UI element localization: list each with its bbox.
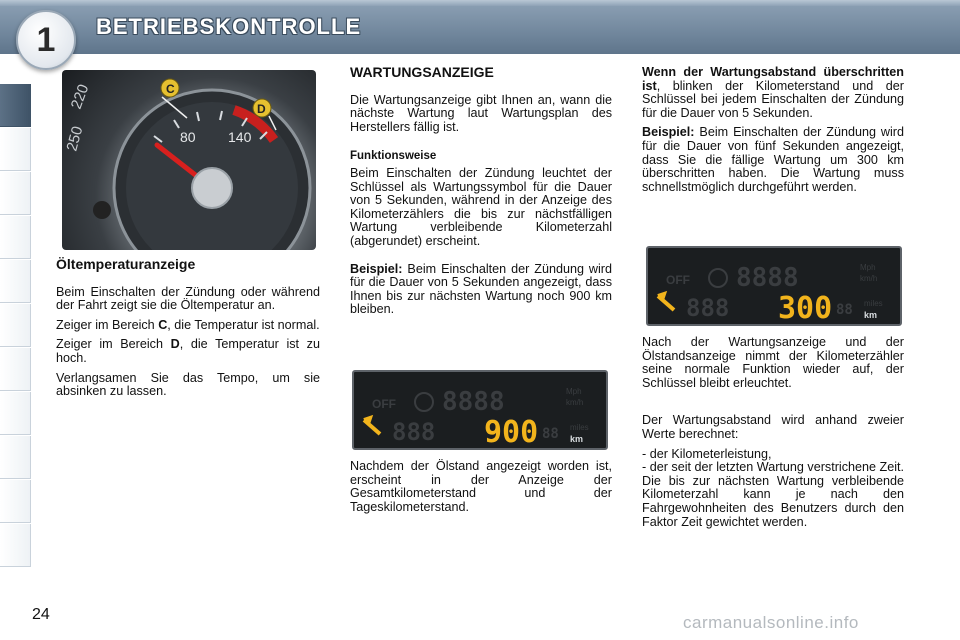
- zone-c-label: C: [166, 82, 175, 96]
- oil-temp-para-3: [56, 338, 320, 365]
- calc-item-2: - der seit der letzten Wartung verstrichene Zeit.: [642, 460, 905, 475]
- overrun-label: Wenn der Wartungsabstand überschritten ist: [642, 65, 904, 93]
- right-column: [642, 66, 904, 200]
- text: , die Temperatur ist zu hoch.: [56, 337, 320, 365]
- off-label: OFF: [372, 397, 396, 411]
- watermark: carmanualsonline.info: [683, 613, 859, 632]
- zone-c-bold: C: [158, 317, 168, 332]
- unit-km: km: [864, 310, 878, 320]
- unit-mph: Mph: [566, 387, 582, 396]
- digits-top: 8888: [442, 387, 505, 417]
- final-text: Die bis zur nächsten Wartung verbleibende Kilometerzahl kann je nach den Fahrgewohnheiten des Benutzers durch den Faktor Zeit gewichtet werden.: [642, 473, 904, 529]
- overrun-text: [642, 66, 904, 120]
- service-display-300: [646, 246, 902, 326]
- speedo-tick-220: 220: [67, 82, 93, 112]
- service-display-900: [352, 370, 608, 450]
- page-number: 24: [32, 606, 50, 623]
- wrench-icon: [364, 418, 380, 434]
- wrench-icon: [658, 294, 674, 310]
- text: , die Temperatur ist normal.: [167, 317, 320, 332]
- unit-miles: miles: [570, 423, 589, 432]
- chapter-tab-5[interactable]: [0, 260, 31, 303]
- chapter-tab-7[interactable]: [0, 348, 31, 391]
- text: Zeiger im Bereich: [56, 317, 159, 332]
- service-indicator-heading: WARTUNGSANZEIGE: [350, 64, 494, 80]
- function-subheading: Funktionsweise: [350, 150, 437, 163]
- function-text: Beim Einschalten der Zündung leuchtet der Schlüssel als Wartungssymbol für die Dauer von 5 Sekunden, während in der Anzeige des Kilometerzählers die bis zur nächstfälligen Wartung verbleibende Kilometerzahl (abgerundet) erscheint.: [350, 165, 612, 248]
- after-service-text: Nach der Wartungsanzeige und der Ölstandsanzeige nimmt der Kilometerzähler seine normale Funktion wieder auf, der Schlüssel bleibt erleuchtet.: [642, 335, 904, 390]
- unit-kmh: km/h: [860, 274, 878, 283]
- chapter-tab-11[interactable]: [0, 524, 31, 567]
- speedo-tick-250: 250: [63, 124, 87, 154]
- digits-top: 8888: [736, 263, 799, 293]
- example-label: Beispiel:: [642, 125, 695, 140]
- calc-item-1: - der Kilometerleistung,: [642, 446, 772, 461]
- display-drawing-300: [648, 248, 900, 324]
- digits-small: 88: [542, 426, 559, 442]
- display-drawing-900: [354, 372, 606, 448]
- service-value-900: 900: [484, 415, 539, 448]
- gauge-tick-140: 140: [228, 129, 252, 145]
- digits-small: 88: [836, 302, 853, 318]
- chapter-tab-1[interactable]: [0, 84, 31, 127]
- oil-temperature-gauge-photo: [62, 70, 316, 250]
- service-intro: Die Wartungsanzeige gibt Ihnen an, wann die nächste Wartung laut Wartungsplan des Herstellers fällig ist.: [350, 92, 612, 134]
- page-title: BETRIEBSKONTROLLE: [96, 14, 362, 39]
- oil-temperature-heading: Öltemperaturanzeige: [56, 256, 196, 272]
- digits-left: 888: [392, 418, 436, 446]
- example-300: [642, 126, 904, 194]
- left-column: [56, 258, 320, 405]
- after-oil-level-text: Nachdem der Ölstand angezeigt worden ist, erscheint in der Anzeige der Gesamtkilometerstand und der Tageskilometerstand.: [350, 459, 612, 514]
- chapter-badge: 1: [16, 10, 76, 70]
- digits-left: 888: [686, 294, 730, 322]
- chapter-tab-4[interactable]: [0, 216, 31, 259]
- header-shine: [0, 0, 960, 6]
- gauge-tick-80: 80: [180, 129, 196, 145]
- chapter-tab-6[interactable]: [0, 304, 31, 347]
- text: Beim Einschalten der Zündung wird für die Dauer von fünf Sekunden angezeigt, dass Sie die fällige Wartung um 300 km überschritten haben. Die Wartung muss schnellstmöglich durchgeführt werden.: [642, 125, 904, 194]
- example-label: Beispiel:: [350, 261, 403, 276]
- unit-miles: miles: [864, 299, 883, 308]
- chapter-tab-3[interactable]: [0, 172, 31, 215]
- unit-mph: Mph: [860, 263, 876, 272]
- text: , blinken der Kilometerstand und der Schlüssel bei jedem Einschalten der Zündung für die Dauer von 5 Sekunden.: [642, 78, 904, 120]
- text: Beim Einschalten der Zündung wird für die Dauer von 5 Sekunden angezeigt, dass Ihnen bis zur nächsten Wartung noch 900 km bleiben.: [350, 261, 612, 317]
- unit-km: km: [570, 434, 584, 444]
- zone-d-label: D: [257, 102, 266, 116]
- calc-intro: Der Wartungsabstand wird anhand zweier Werte berechnet:: [642, 413, 904, 441]
- oil-gauge-drawing: [62, 70, 316, 250]
- chapter-tab-8[interactable]: [0, 392, 31, 435]
- right-lower-column: [642, 336, 904, 535]
- chapter-tabs: [0, 66, 34, 576]
- chapter-tab-2[interactable]: [0, 128, 31, 171]
- chapter-tab-9[interactable]: [0, 436, 31, 479]
- zone-d-bold: D: [170, 337, 180, 352]
- chapter-tab-10[interactable]: [0, 480, 31, 523]
- example-900: [350, 263, 612, 317]
- middle-after-text: [350, 460, 612, 520]
- oil-temp-para-1: Beim Einschalten der Zündung oder während der Fahrt zeigt sie die Öltemperatur an.: [56, 284, 320, 313]
- oil-temp-para-4: Verlangsamen Sie das Tempo, um sie absinken zu lassen.: [56, 370, 320, 399]
- oil-temp-para-2: [56, 319, 320, 333]
- service-value-300: 300: [778, 291, 833, 324]
- middle-column: [350, 66, 612, 323]
- off-label: OFF: [666, 273, 690, 287]
- unit-kmh: km/h: [566, 398, 584, 407]
- text: Zeiger im Bereich: [56, 337, 171, 352]
